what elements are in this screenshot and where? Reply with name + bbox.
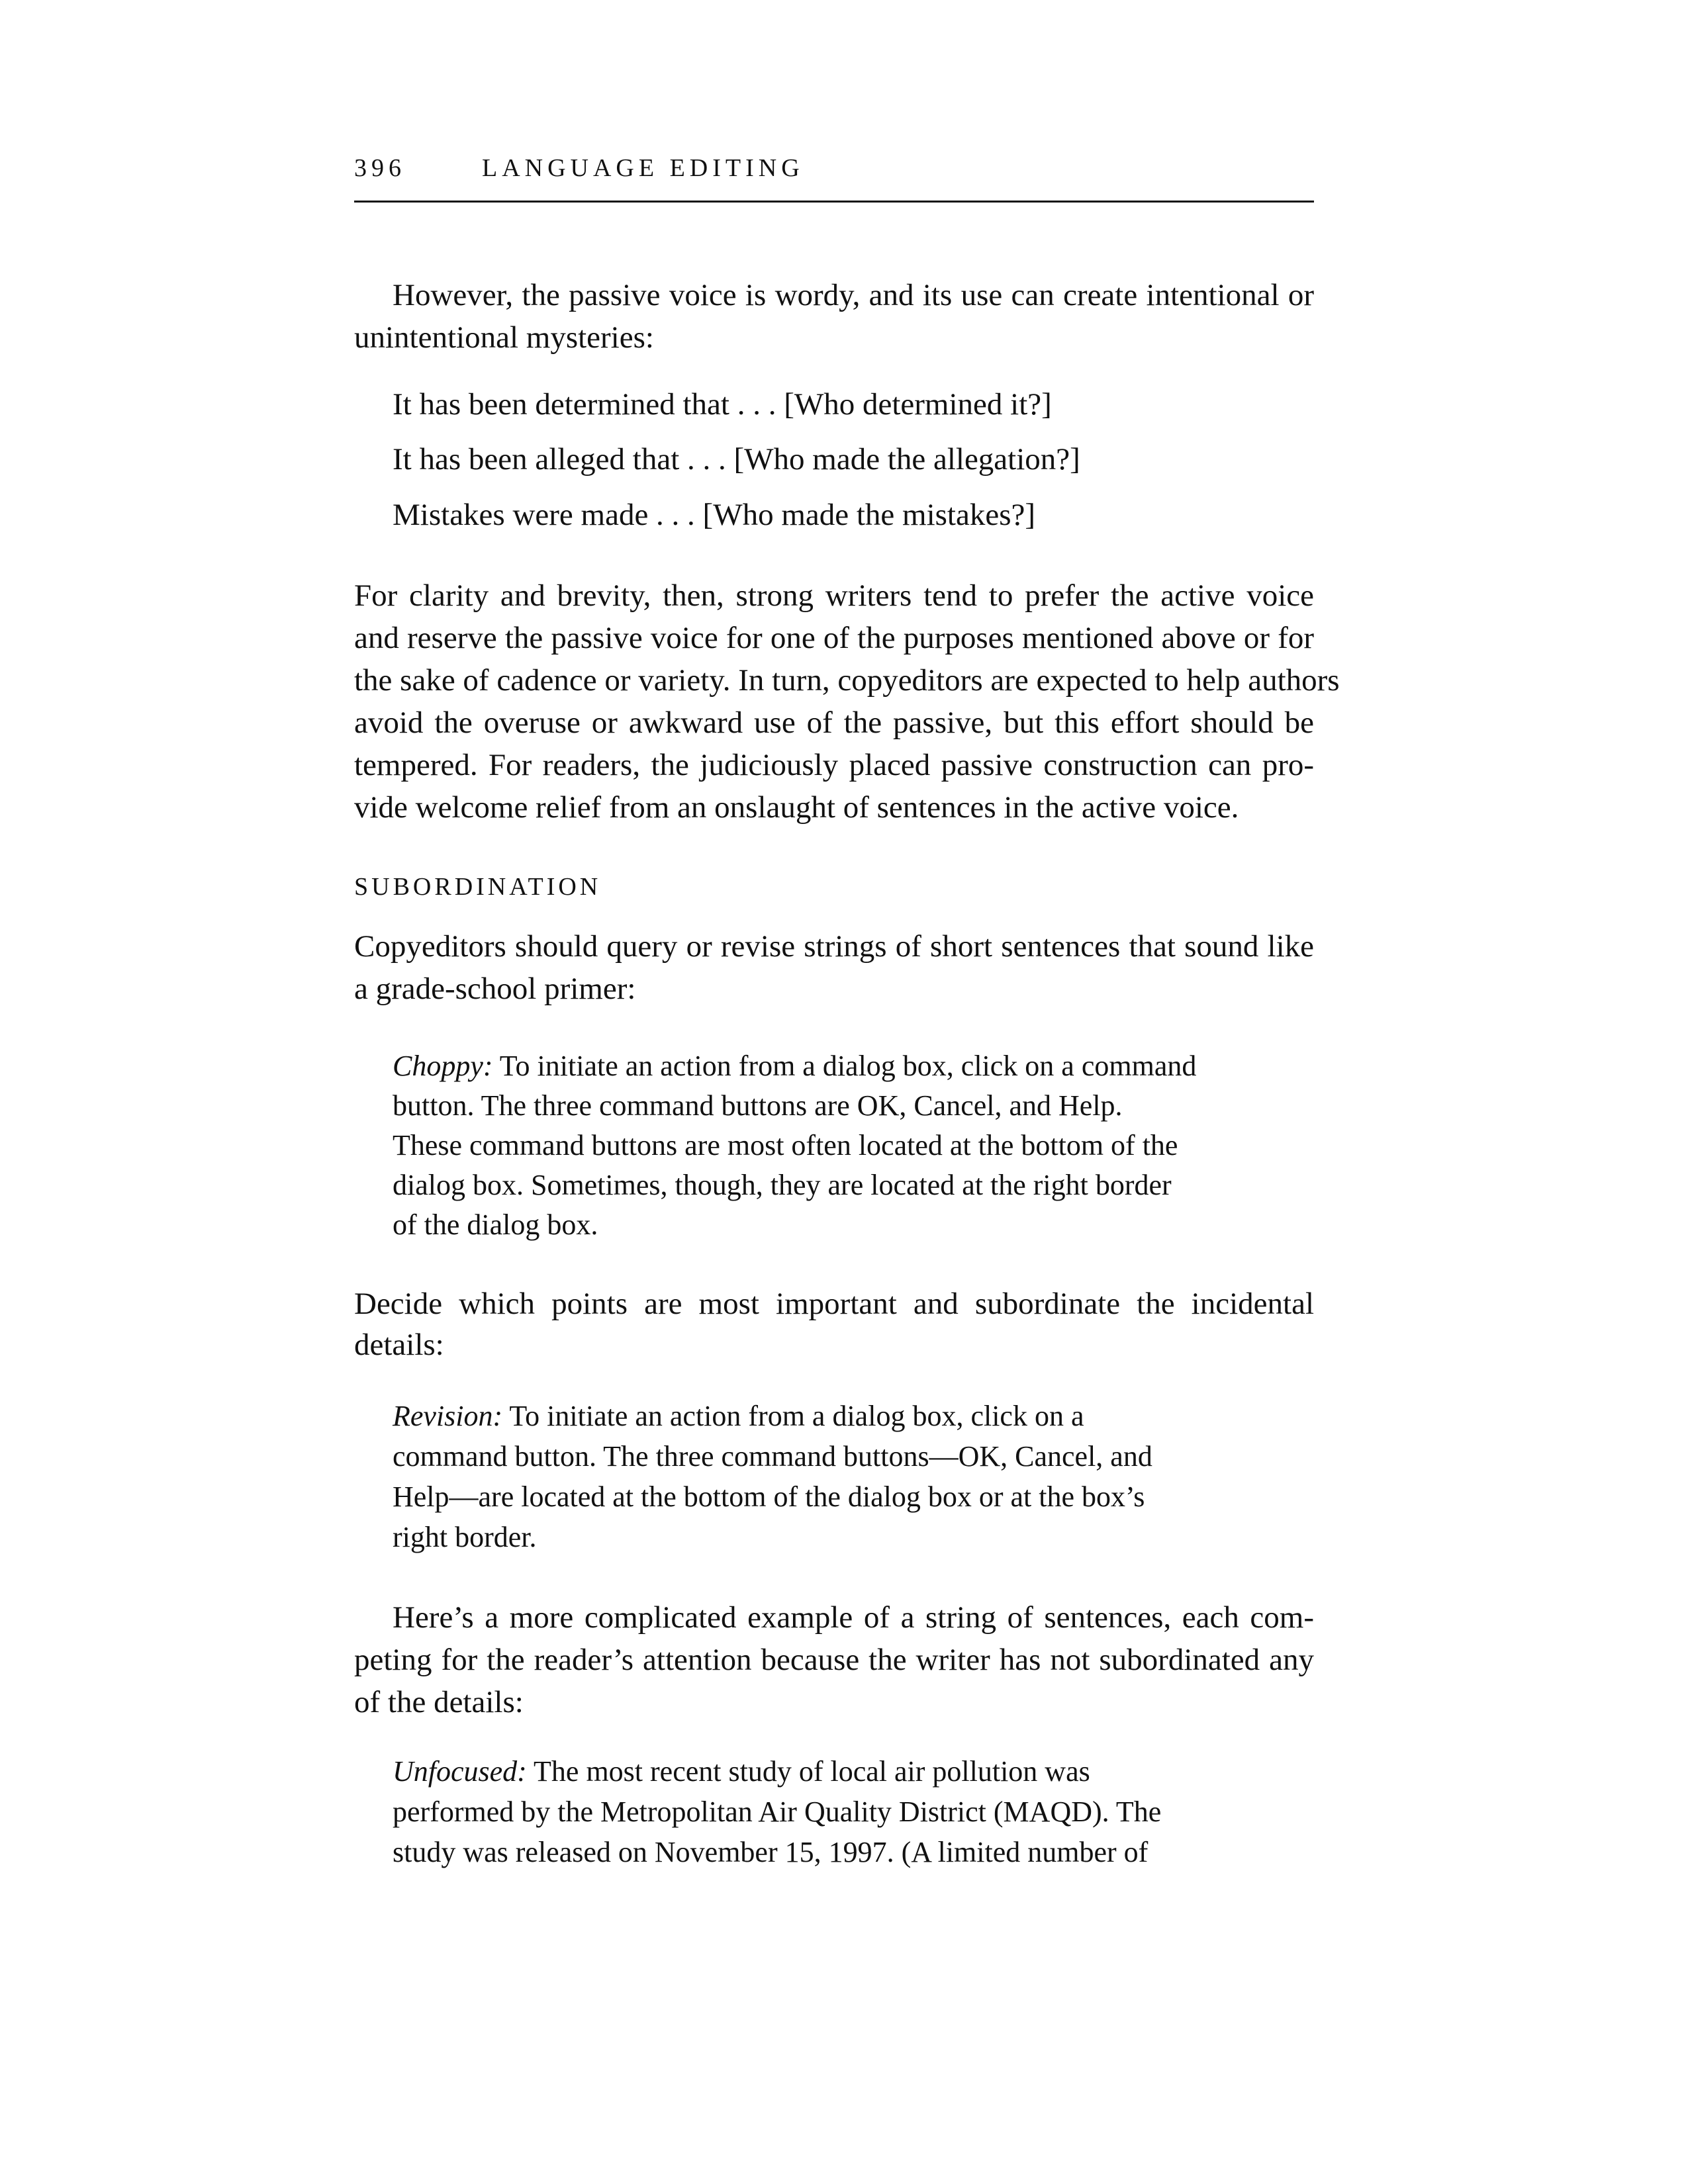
unfocused-text: The most recent study of local air pollution was	[526, 1755, 1090, 1788]
paragraph-line: However, the passive voice is wordy, and its use can create intentional or	[393, 278, 1314, 312]
section-heading: SUBORDINATION	[354, 873, 602, 901]
revision-label: Revision:	[393, 1400, 503, 1432]
revision-example-line: right border.	[393, 1521, 537, 1553]
unfocused-example-line: study was released on November 15, 1997. (A limited number of	[393, 1836, 1149, 1868]
paragraph-line: tempered. For readers, the judiciously placed passive construction can pro-	[354, 748, 1314, 782]
choppy-example-line	[393, 1046, 1196, 1086]
paragraph-line: details:	[354, 1328, 444, 1362]
revision-example-line: command button. The three command buttons—OK, Cancel, and	[393, 1440, 1152, 1473]
choppy-label: Choppy:	[393, 1050, 493, 1082]
paragraph-line: of the details:	[354, 1685, 524, 1719]
choppy-example-line: button. The three command buttons are OK, Cancel, and Help.	[393, 1089, 1123, 1122]
example-line: It has been alleged that . . . [Who made the allegation?]	[393, 442, 1080, 477]
unfocused-example-line	[393, 1752, 1090, 1792]
revision-example-line	[393, 1396, 1084, 1436]
unfocused-label: Unfocused:	[393, 1755, 527, 1788]
choppy-example-line: of the dialog box.	[393, 1208, 598, 1241]
page-number: 396	[354, 154, 406, 182]
paragraph-line: avoid the overuse or awkward use of the passive, but this effort should be	[354, 705, 1314, 740]
choppy-example-line: dialog box. Sometimes, though, they are located at the right border	[393, 1169, 1172, 1201]
header-rule	[354, 201, 1314, 203]
running-head-title: LANGUAGE EDITING	[482, 154, 804, 182]
revision-example-line: Help—are located at the bottom of the dialog box or at the box’s	[393, 1480, 1145, 1513]
paragraph-line: peting for the reader’s attention because the writer has not subordinated any	[354, 1643, 1314, 1677]
paragraph-line: vide welcome relief from an onslaught of sentences in the active voice.	[354, 790, 1239, 825]
paragraph-line: unintentional mysteries:	[354, 320, 654, 355]
example-line: It has been determined that . . . [Who determined it?]	[393, 387, 1052, 422]
paragraph-line: Here’s a more complicated example of a string of sentences, each com-	[393, 1600, 1314, 1635]
paragraph-line: For clarity and brevity, then, strong writers tend to prefer the active voice	[354, 578, 1314, 613]
paragraph-line: a grade-school primer:	[354, 972, 636, 1006]
paragraph-line: and reserve the passive voice for one of the purposes mentioned above or for	[354, 621, 1314, 655]
paragraph-line: the sake of cadence or variety. In turn, copyeditors are expected to help authors	[354, 663, 1340, 698]
paragraph-line: Decide which points are most important and subordinate the incidental	[354, 1287, 1314, 1321]
choppy-example-line: These command buttons are most often located at the bottom of the	[393, 1129, 1178, 1161]
revision-text: To initiate an action from a dialog box, click on a	[502, 1400, 1084, 1432]
paragraph-line: Copyeditors should query or revise strings of short sentences that sound like	[354, 929, 1314, 964]
example-line: Mistakes were made . . . [Who made the mistakes?]	[393, 498, 1036, 532]
choppy-text: To initiate an action from a dialog box, click on a command	[492, 1050, 1197, 1082]
unfocused-example-line: performed by the Metropolitan Air Quality District (MAQD). The	[393, 1796, 1162, 1828]
